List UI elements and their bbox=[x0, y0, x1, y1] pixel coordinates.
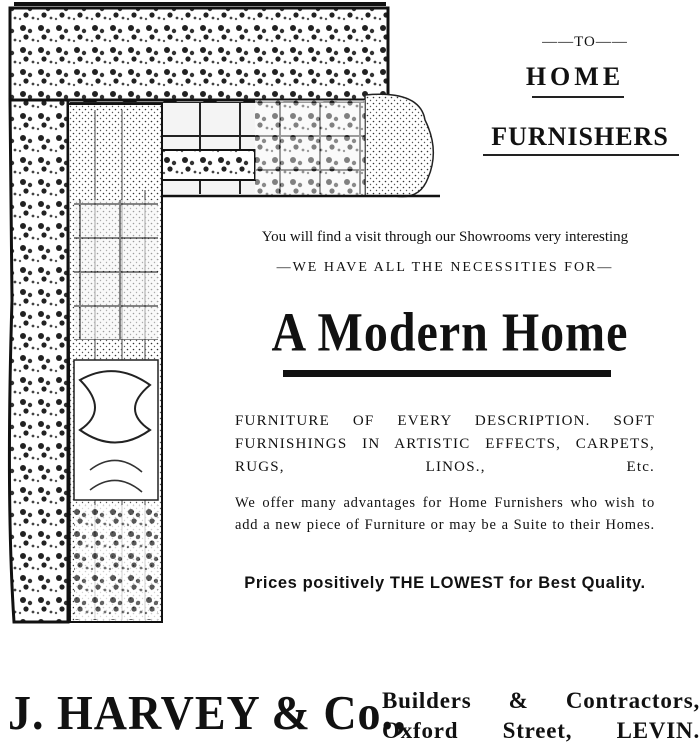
furnishers-underline bbox=[483, 154, 679, 156]
trade-line: Builders & Contractors, bbox=[382, 688, 700, 713]
furnishers-heading: FURNISHERS bbox=[491, 122, 669, 151]
description-paragraph: FURNITURE OF EVERY DESCRIPTION. SOFT FURNISHINGS IN ARTISTIC EFFECTS, CARPETS, RUGS, LINOS., Etc. bbox=[235, 413, 655, 475]
valance bbox=[10, 4, 388, 106]
home-underline bbox=[532, 96, 624, 98]
necessities-line: —WE HAVE ALL THE NECESSITIES FOR— bbox=[276, 260, 614, 275]
headline-underline bbox=[283, 370, 611, 377]
visit-line: You will find a visit through our Showrooms very interesting bbox=[261, 229, 629, 245]
to-line: ——TO—— bbox=[542, 34, 628, 50]
address-line: Oxford Street, LEVIN. bbox=[382, 718, 700, 743]
headline: A Modern Home bbox=[271, 302, 629, 363]
home-heading: HOME bbox=[525, 62, 625, 91]
company-name: J. HARVEY & Co., bbox=[8, 685, 407, 740]
company-details bbox=[382, 686, 700, 746]
prices-line: Prices positively THE LOWEST for Best Quality. bbox=[244, 574, 646, 592]
offer-paragraph: We offer many advantages for Home Furnishers who wish to add a new piece of Furniture or may be a Suite to their Homes. bbox=[235, 495, 655, 533]
